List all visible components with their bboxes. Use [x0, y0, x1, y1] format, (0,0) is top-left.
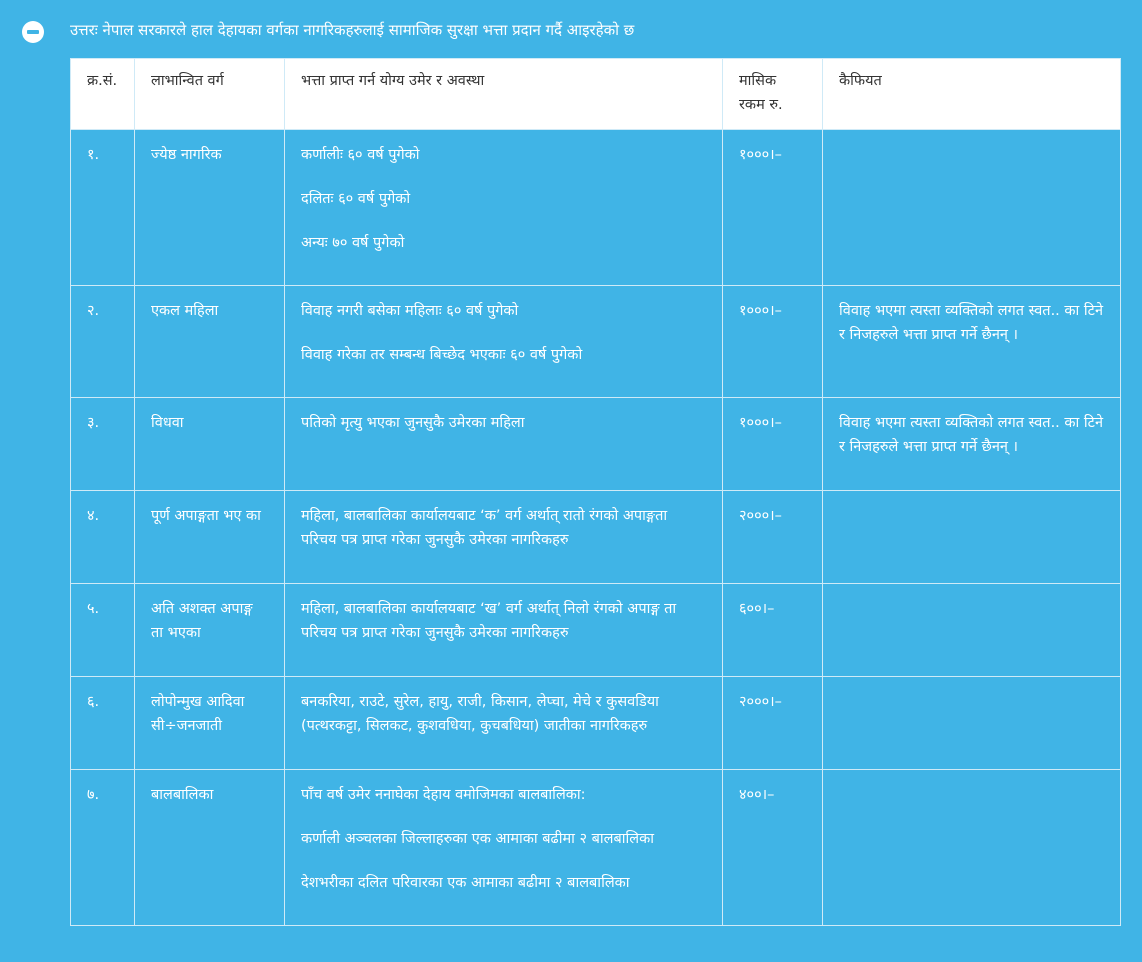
- cell-amount: १०००।–: [723, 398, 823, 491]
- cell-remarks: विवाह भएमा त्यस्ता व्यक्तिको लगत स्वत.. का टिने र निजहरुले भत्ता प्राप्त गर्ने छैनन् ।: [823, 398, 1121, 491]
- eligibility-line: महिला, बालबालिका कार्यालयबाट ‘क’ वर्ग अर्थात् रातो रंगको अपाङ्गता परिचय पत्र प्राप्त गरेका जुनसुकै उमेरका नागरिकहरु: [301, 508, 668, 548]
- cell-eligibility: [285, 770, 723, 926]
- table-header: [71, 59, 1121, 130]
- eligibility-line: अन्यः ७० वर्ष पुगेको: [301, 235, 405, 251]
- eligibility-line: विवाह गरेका तर सम्बन्ध बिच्छेद भएकाः ६० वर्ष पुगेको: [301, 347, 583, 363]
- cell-category: पूर्ण अपाङ्गता भए का: [135, 491, 285, 584]
- table-row: [71, 130, 1121, 286]
- eligibility-line: देशभरीका दलित परिवारका एक आमाका बढीमा २ बालबालिका: [301, 875, 630, 891]
- cell-category: एकल महिला: [135, 286, 285, 398]
- cell-eligibility: [285, 491, 723, 584]
- table-row: [71, 491, 1121, 584]
- allowance-table: [70, 58, 1121, 926]
- cell-sn: ३.: [71, 398, 135, 491]
- cell-amount: ४००।–: [723, 770, 823, 926]
- table-row: [71, 770, 1121, 926]
- cell-eligibility: [285, 584, 723, 677]
- eligibility-line: महिला, बालबालिका कार्यालयबाट ‘ख’ वर्ग अर्थात् निलो रंगको अपाङ्ग ता परिचय पत्र प्राप्त गरेका जुनसुकै उमेरका नागरिकहरु: [301, 601, 677, 641]
- cell-amount: ६००।–: [723, 584, 823, 677]
- cell-category: लोपोन्मुख आदिवा सी÷जनजाती: [135, 677, 285, 770]
- minus-circle-icon[interactable]: [22, 21, 44, 43]
- eligibility-line: पाँच वर्ष उमेर ननाघेका देहाय वमोजिमका बालबालिका:: [301, 787, 586, 803]
- header-eligibility: भत्ता प्राप्त गर्न योग्य उमेर र अवस्था: [285, 59, 723, 130]
- eligibility-line: पतिको मृत्यु भएका जुनसुकै उमेरका महिला: [301, 415, 525, 431]
- header-amount: मासिक रकम रु.: [723, 59, 823, 130]
- header-category: लाभान्वित वर्ग: [135, 59, 285, 130]
- table-body: [71, 130, 1121, 926]
- cell-sn: २.: [71, 286, 135, 398]
- cell-remarks: [823, 770, 1121, 926]
- table-row: [71, 677, 1121, 770]
- eligibility-line: विवाह नगरी बसेका महिलाः ६० वर्ष पुगेको: [301, 303, 519, 319]
- table-row: [71, 286, 1121, 398]
- table-header-row: [71, 59, 1121, 130]
- cell-remarks: [823, 584, 1121, 677]
- cell-remarks: विवाह भएमा त्यस्ता व्यक्तिको लगत स्वत.. का टिने र निजहरुले भत्ता प्राप्त गर्ने छैनन् ।: [823, 286, 1121, 398]
- cell-sn: ७.: [71, 770, 135, 926]
- cell-sn: ४.: [71, 491, 135, 584]
- cell-amount: २०००।–: [723, 677, 823, 770]
- eligibility-line: बनकरिया, राउटे, सुरेल, हायु, राजी, किसान, लेप्चा, मेचे र कुसवडिया (पत्थरकट्टा, सिलकट, कुशवधिया, कुचबधिया) जातीका नागरिकहरु: [301, 694, 659, 734]
- cell-category: विधवा: [135, 398, 285, 491]
- cell-category: ज्येष्ठ नागरिक: [135, 130, 285, 286]
- cell-category: अति अशक्त अपाङ्ग ता भएका: [135, 584, 285, 677]
- cell-remarks: [823, 677, 1121, 770]
- header-remarks: कैफियत: [823, 59, 1121, 130]
- cell-sn: ६.: [71, 677, 135, 770]
- allowance-table-container: [70, 58, 1120, 926]
- cell-eligibility: [285, 130, 723, 286]
- cell-eligibility: [285, 286, 723, 398]
- cell-sn: ५.: [71, 584, 135, 677]
- table-row: [71, 398, 1121, 491]
- table-row: [71, 584, 1121, 677]
- cell-amount: १०००।–: [723, 130, 823, 286]
- answer-header[interactable]: [22, 16, 1122, 44]
- header-sn: क्र.सं.: [71, 59, 135, 130]
- cell-remarks: [823, 130, 1121, 286]
- cell-sn: १.: [71, 130, 135, 286]
- eligibility-line: दलितः ६० वर्ष पुगेको: [301, 191, 411, 207]
- eligibility-line: कर्णालीः ६० वर्ष पुगेको: [301, 147, 420, 163]
- cell-amount: २०००।–: [723, 491, 823, 584]
- eligibility-line: कर्णाली अञ्चलका जिल्लाहरुका एक आमाका बढीमा २ बालबालिका: [301, 831, 655, 847]
- cell-remarks: [823, 491, 1121, 584]
- cell-category: बालबालिका: [135, 770, 285, 926]
- cell-amount: १०००।–: [723, 286, 823, 398]
- cell-eligibility: [285, 398, 723, 491]
- cell-eligibility: [285, 677, 723, 770]
- answer-text: उत्तरः नेपाल सरकारले हाल देहायका वर्गका नागरिकहरुलाई सामाजिक सुरक्षा भत्ता प्रदान गर्दै आइरहेको छ: [70, 21, 635, 39]
